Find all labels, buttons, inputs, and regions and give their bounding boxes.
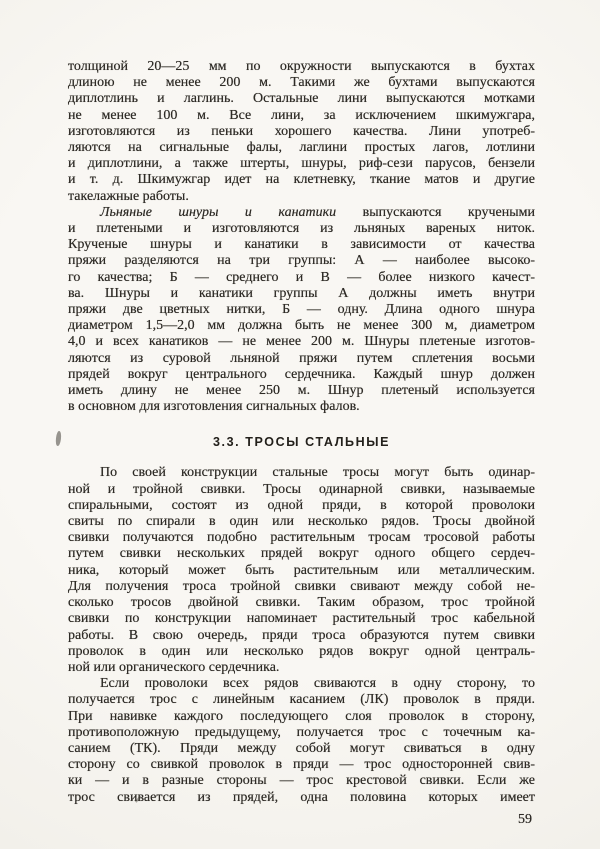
text-line: и т. д. Шкимужгар идет на клетневку, ткание матов и другие xyxy=(68,172,535,188)
text-line: сторону со свивкой проволок в пряди — трос односторонней свив- xyxy=(68,757,535,773)
paragraph xyxy=(68,59,535,205)
text-line: свивки по конструкции напоминает растительный трос кабельной xyxy=(68,611,535,627)
paragraphs-top xyxy=(68,59,535,415)
text-line: трос свивается из прядей, одна половина которых имеет xyxy=(68,789,535,805)
text-line: противоположную предыдущему, получается трос с точечным ка- xyxy=(68,724,535,740)
text-line: изготовляются из пеньки хорошего качества. Лини употреб- xyxy=(68,123,535,139)
text-line: проволок в один или несколько рядов вокруг одной централь- xyxy=(68,643,535,659)
text-line: ки — и в разные стороны — трос крестовой свивки. Если же xyxy=(68,773,535,789)
text-line: санием (ТК). Пряди между собой могут свиваться в одну xyxy=(68,740,535,756)
text-line: го качества; Б — среднего и В — более низкого качест- xyxy=(68,269,535,285)
text-line: ника, который может быть растительным или металлическим. xyxy=(68,562,535,578)
text-line: и диплотлини, а также штерты, шнуры, риф-сези парусов, бензели xyxy=(68,156,535,172)
text-line: свивки получаются подобно растительным тросам тросовой работы xyxy=(68,530,535,546)
text-line: толщиной 20—25 мм по окружности выпускаются в бухтах xyxy=(68,59,535,74)
text-line: прядей вокруг центрального сердечника. Каждый шнур должен xyxy=(68,366,535,382)
text-line: ва. Шнуры и канатики группы А должны иметь внутри xyxy=(68,285,535,301)
text-line: диплотлинь и лаглинь. Остальные лини выпускаются мотками xyxy=(68,91,535,107)
text-line: Крученые шнуры и канатики в зависимости от качества xyxy=(68,237,535,253)
text-line: и плетеными и изготовляются из льняных вареных ниток. xyxy=(68,221,535,237)
page-number: 59 xyxy=(518,811,532,827)
text-line: путем свивки нескольких прядей вокруг одного общего сердеч- xyxy=(68,546,535,562)
text-line: свиты по спирали в один или несколько рядов. Тросы двойной xyxy=(68,514,535,530)
text-line: 4,0 и всех канатиков — не менее 200 м. Шнуры плетеные изготов- xyxy=(68,334,535,350)
text-line: Для получения троса тройной свивки свивают между собой не- xyxy=(68,578,535,594)
text-line: сколько тросов двойной свивки. Таким образом, трос тройной xyxy=(68,595,535,611)
text-line: пряжи разделяются на три группы: А — наиболее высоко- xyxy=(68,253,535,269)
text-line: По своей конструкции стальные тросы могут быть одинар- xyxy=(100,465,535,481)
text-line: длиною не менее 200 м. Такими же бухтами выпускаются xyxy=(68,75,535,91)
paragraph xyxy=(68,465,535,676)
scan-artifact xyxy=(55,431,62,446)
text-line: ляются из суровой льняной пряжи путем сплетения восьми xyxy=(68,350,535,366)
italic-lead: Льняные шнуры и канатики xyxy=(100,204,337,220)
text-line: в основном для изготовления сигнальных фалов. xyxy=(68,399,360,415)
paragraphs-bottom xyxy=(68,465,535,805)
text-line: Льняные шнуры и канатики выпускаются кручеными xyxy=(100,204,535,220)
text-line: пряжи две цветных нитки, Б — одну. Длина одного шнура xyxy=(68,302,535,318)
text-line: При навивке каждого последующего слоя проволок в сторону, xyxy=(68,708,535,724)
paragraph xyxy=(68,205,535,416)
text-line: иметь длину не менее 250 м. Шнур плетеный используется xyxy=(68,383,535,399)
text-line: такелажные работы. xyxy=(68,188,189,204)
text-line: диаметром 1,5—2,0 мм должна быть не менее 300 м, диаметром xyxy=(68,318,535,334)
section-heading: 3.3. ТРОСЫ СТАЛЬНЫЕ xyxy=(212,435,391,450)
text-block xyxy=(68,59,535,828)
paragraph xyxy=(68,676,535,806)
text-line: ной и тройной свивки. Тросы одинарной свивки, называемые xyxy=(68,481,535,497)
text-line: ляются на сигнальные фалы, лаглини простых лагов, лотлини xyxy=(68,140,535,156)
text-line: Если проволоки всех рядов свиваются в одну сторону, то xyxy=(100,676,535,692)
text-line: не менее 100 м. Все лини, за исключением шкимужгара, xyxy=(68,107,535,123)
text-line: ной или органического сердечника. xyxy=(68,659,280,675)
text-line: спиральными, состоят из одной пряди, в которой проволоки xyxy=(68,497,535,513)
text-line: работы. В свою очередь, пряди троса образуются путем свивки xyxy=(68,627,535,643)
text-line: получается трос с линейным касанием (ЛК) проволок в пряди. xyxy=(68,692,535,708)
